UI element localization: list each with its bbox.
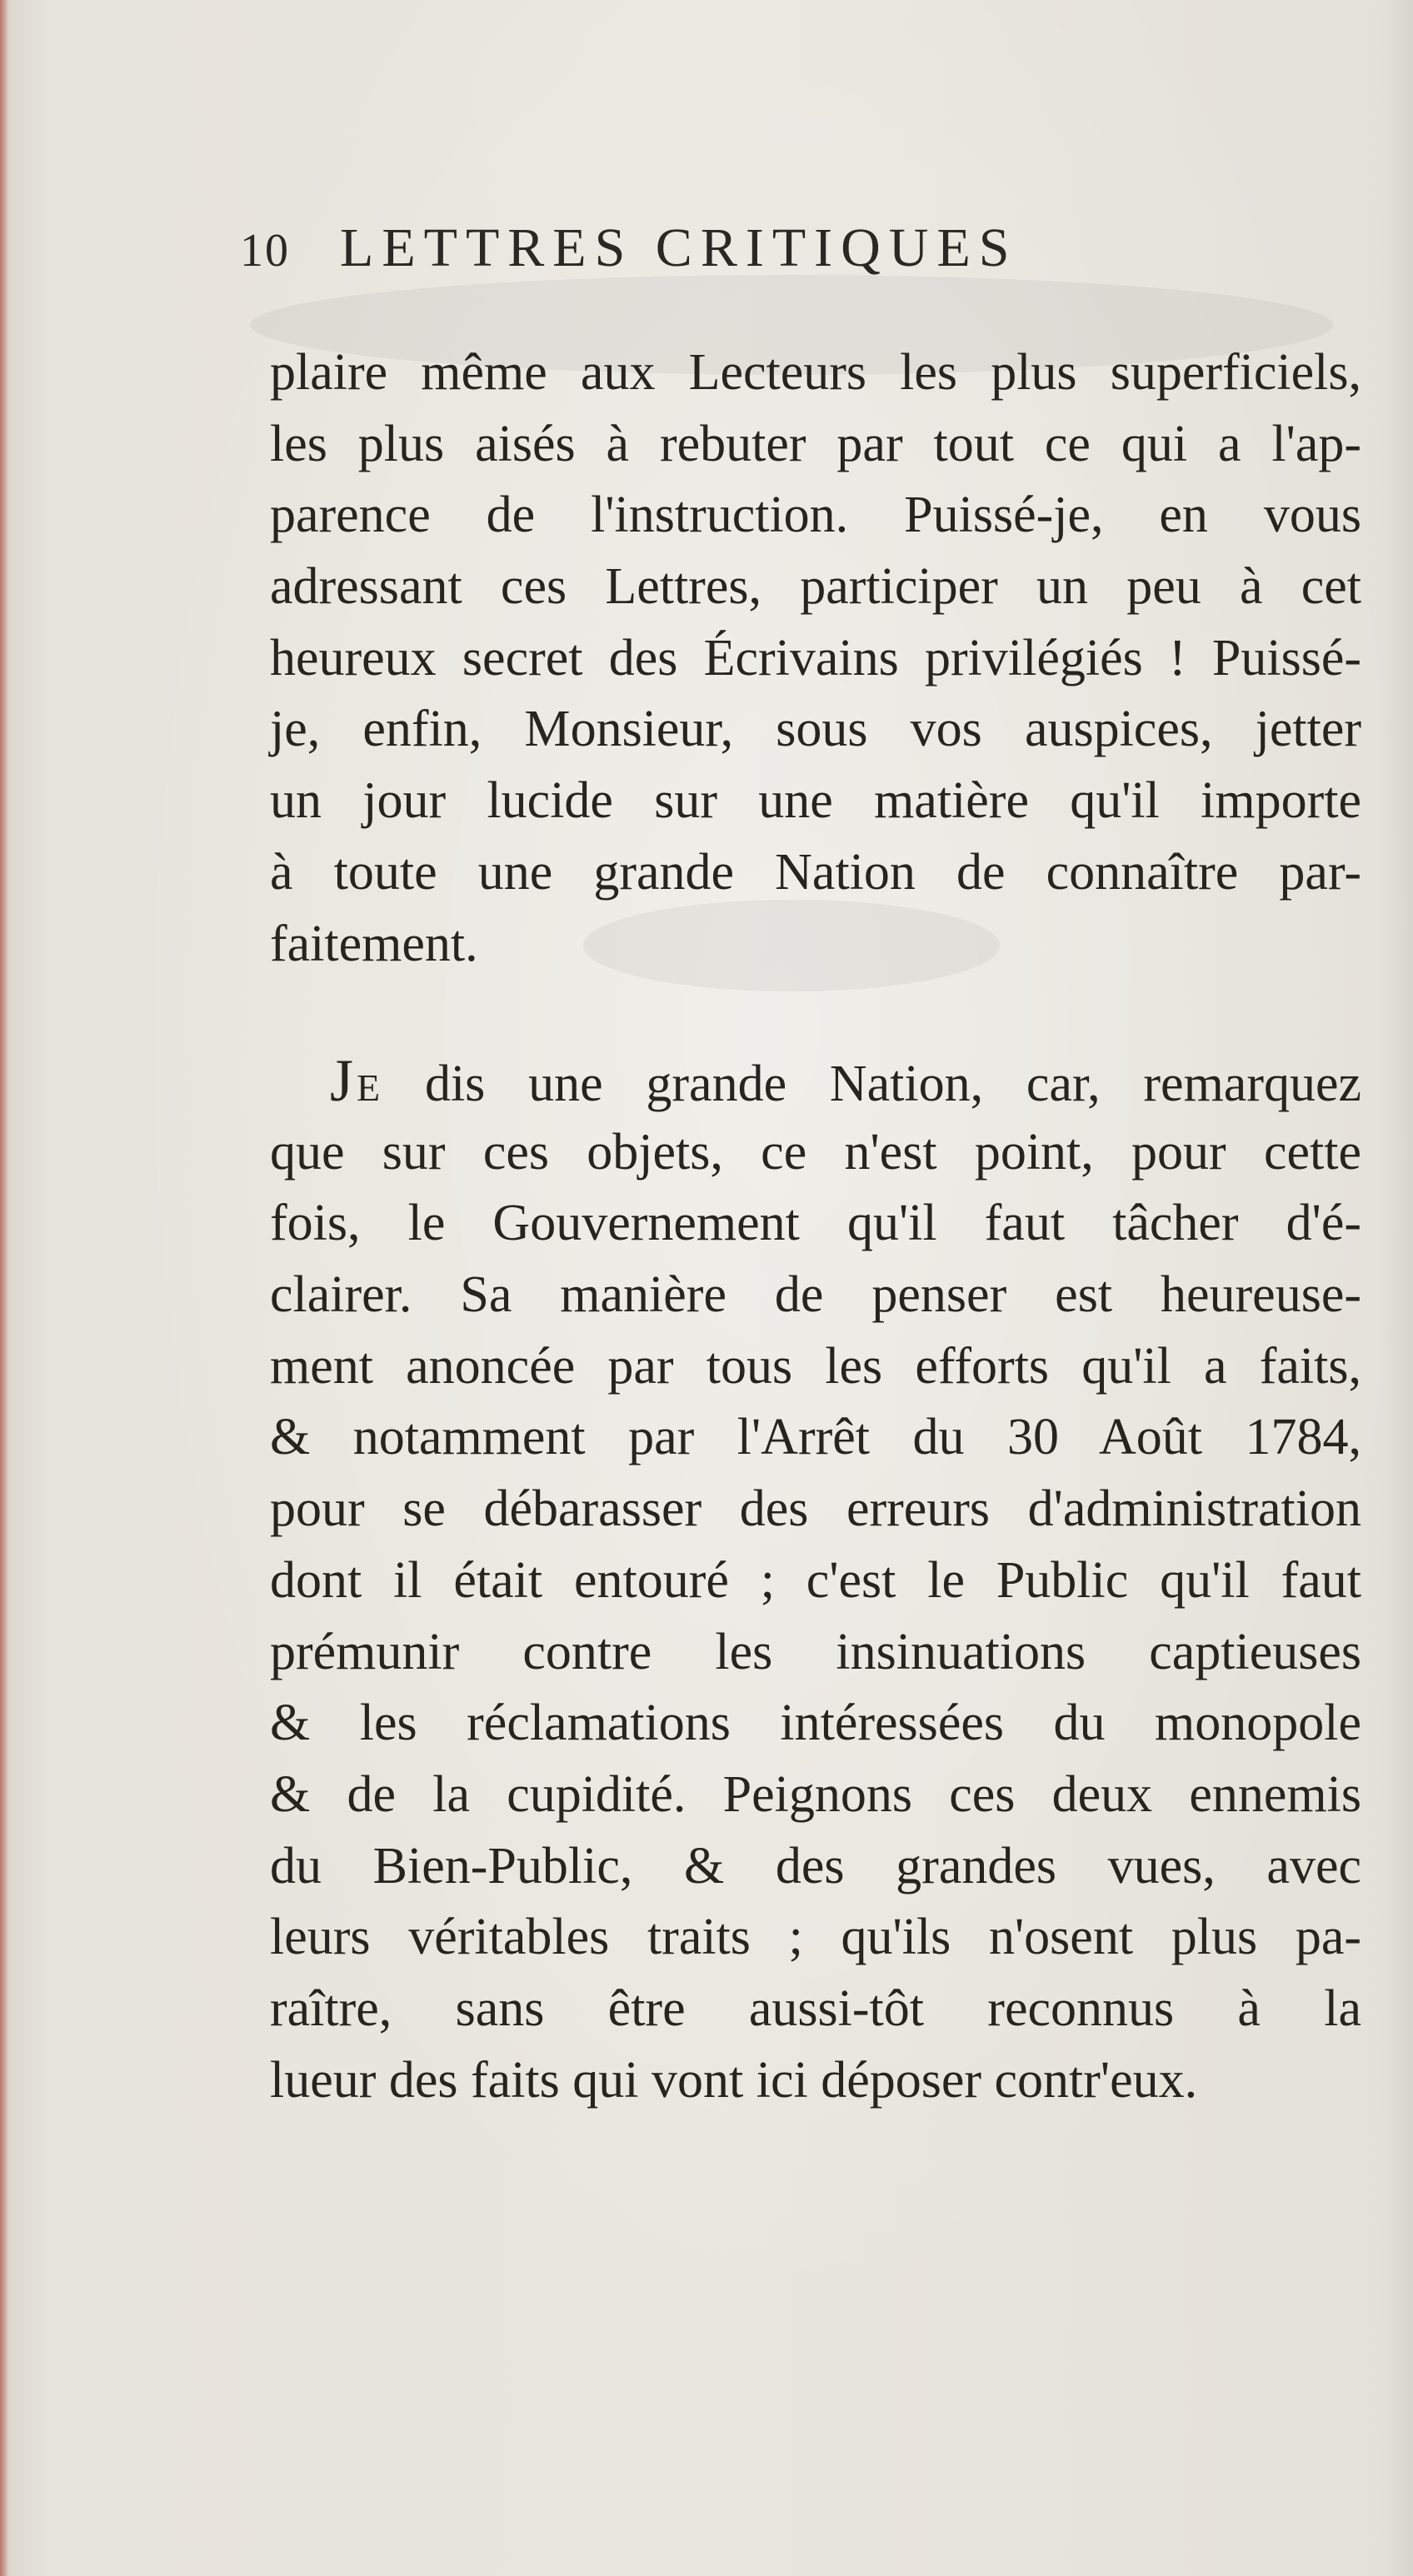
running-title: LETTRES CRITIQUES [340, 217, 1018, 278]
text-line: pour se débarasser des erreurs d'administration [270, 1480, 1361, 1538]
text-line: heureux secret des Écrivains privilégiés ! Puissé- [270, 629, 1361, 686]
text-line-first [270, 1046, 1361, 1117]
text-line: plaire même aux Lecteurs les plus superficiels, [270, 344, 1361, 401]
text-line: fois, le Gouvernement qu'il faut tâcher d'é- [270, 1195, 1361, 1252]
paragraph-2 [270, 1046, 1361, 2116]
text-line: je, enfin, Monsieur, sous vos auspices, jetter [270, 701, 1361, 758]
text-line: un jour lucide sur une matière qu'il importe [270, 772, 1361, 830]
text-line: lueur des faits qui vont ici déposer contr'eux. [270, 2051, 1198, 2109]
text-line: prémunir contre les insinuations captieuses [270, 1623, 1361, 1680]
text-line: leurs véritables traits ; qu'ils n'osent plus pa- [270, 1909, 1361, 1966]
drop-cap: J [330, 1047, 357, 1114]
text-line: faitement. [270, 915, 478, 972]
small-cap: E [357, 1066, 382, 1109]
text-line: clairer. Sa manière de penser est heureuse- [270, 1266, 1361, 1324]
text-line: raître, sans être aussi-tôt reconnus à la [270, 1979, 1361, 2037]
text-line: dis une grande Nation, car, remarquez [424, 1056, 1362, 1112]
text-line: adressant ces Lettres, participer un peu à cet [270, 558, 1361, 616]
text-line: & notamment par l'Arrêt du 30 Août 1784, [270, 1409, 1361, 1466]
text-line: à toute une grande Nation de connaître par- [270, 843, 1361, 901]
page-fold-shadow [1380, 0, 1413, 2576]
text-line: les plus aisés à rebuter par tout ce qui a l'ap- [270, 415, 1361, 472]
text-line: que sur ces objets, ce n'est point, pour cette [270, 1123, 1361, 1181]
text-line: & les réclamations intéressées du monopole [270, 1695, 1361, 1752]
text-line: ment anoncée par tous les efforts qu'il a faits, [270, 1337, 1361, 1395]
page-edge-stain [0, 0, 8, 2576]
paragraph-1 [270, 337, 1361, 980]
text-line: du Bien-Public, & des grandes vues, avec [270, 1837, 1361, 1895]
text-line: dont il était entouré ; c'est le Public qu'il faut [270, 1551, 1361, 1609]
running-header [240, 215, 1323, 282]
page-number: 10 [240, 225, 290, 277]
text-line: parence de l'instruction. Puissé-je, en vous [270, 487, 1361, 544]
text-line: & de la cupidité. Peignons ces deux ennemis [270, 1765, 1361, 1823]
